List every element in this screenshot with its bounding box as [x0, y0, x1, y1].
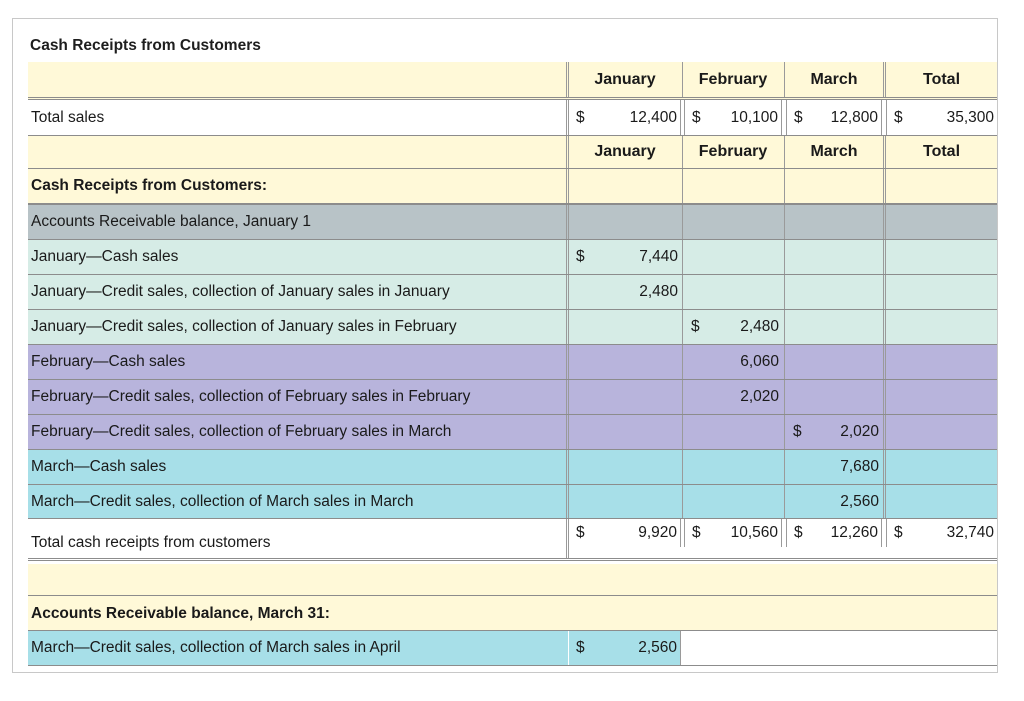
- receipt-cell-total[interactable]: [886, 205, 997, 239]
- total-sales-row: [28, 100, 997, 136]
- ar-march-31-label: March—Credit sales, collection of March sales in April: [31, 639, 401, 656]
- total-sales-february[interactable]: $ 10,100: [684, 100, 782, 135]
- receipt-cell-total[interactable]: [886, 450, 997, 484]
- receipt-cell-march[interactable]: 2,560: [840, 492, 879, 510]
- total-sales-january[interactable]: $ 12,400: [569, 100, 681, 135]
- receipt-row-label: Accounts Receivable balance, January 1: [31, 213, 312, 230]
- total-sales-total[interactable]: $ 35,300: [886, 100, 997, 135]
- receipt-cell-february[interactable]: [684, 485, 782, 518]
- receipt-cell-march[interactable]: [786, 240, 882, 274]
- receipt-cell-march[interactable]: [786, 275, 882, 309]
- receipt-cell-total[interactable]: [886, 345, 997, 379]
- col-header-march: March: [810, 70, 858, 88]
- receipt-cell-march[interactable]: [786, 205, 882, 239]
- receipt-row: [28, 309, 997, 344]
- receipt-cell-january[interactable]: [569, 205, 681, 239]
- receipt-cell-february[interactable]: [684, 205, 782, 239]
- receipt-row: [28, 449, 997, 484]
- receipt-cell-january[interactable]: $ 7,440: [576, 248, 678, 265]
- receipt-cell-january[interactable]: [569, 485, 681, 518]
- receipt-row-label: February—Credit sales, collection of February sales in February: [31, 388, 471, 405]
- receipt-cell-total[interactable]: [886, 275, 997, 309]
- receipt-cell-january[interactable]: [569, 450, 681, 484]
- receipt-row: [28, 379, 997, 414]
- receipt-cell-march[interactable]: $ 2,020: [793, 423, 879, 440]
- col-header-january: January: [594, 70, 656, 88]
- receipt-cell-total[interactable]: [886, 415, 997, 449]
- col-header-march-2: March: [810, 143, 858, 160]
- section-label: Cash Receipts from Customers:: [31, 177, 268, 194]
- receipt-cell-total[interactable]: [886, 380, 997, 414]
- receipt-row-label: March—Cash sales: [31, 458, 167, 475]
- total-receipts-february[interactable]: $ 10,560: [684, 519, 782, 547]
- receipt-cell-march[interactable]: [786, 345, 882, 379]
- total-sales-label: Total sales: [31, 108, 105, 126]
- ar-march-31-january[interactable]: $ 2,560: [569, 631, 681, 665]
- receipt-cell-february[interactable]: [684, 450, 782, 484]
- receipt-cell-total[interactable]: [886, 240, 997, 274]
- receipt-cell-january[interactable]: [569, 380, 681, 414]
- receipt-row: [28, 239, 997, 274]
- receipt-row-label: February—Credit sales, collection of February sales in March: [31, 423, 452, 440]
- panel-title: Cash Receipts from Customers: [30, 37, 261, 54]
- receipt-cell-february[interactable]: [684, 240, 782, 274]
- col-header-february-2: February: [698, 143, 768, 160]
- ar-march-31-row: [28, 631, 997, 666]
- col-header-total-2: Total: [922, 143, 961, 160]
- header-row-2: [28, 136, 997, 169]
- spacer-row: [28, 564, 997, 596]
- receipt-row: [28, 344, 997, 379]
- receipt-cell-total[interactable]: [886, 485, 997, 518]
- receipt-row: [28, 484, 997, 519]
- total-receipts-label: Total cash receipts from customers: [31, 534, 271, 551]
- total-receipts-january[interactable]: $ 9,920: [569, 519, 681, 547]
- receipt-row-label: February—Cash sales: [31, 353, 186, 370]
- receipt-cell-february[interactable]: $ 2,480: [691, 318, 779, 335]
- total-receipts-row: [28, 519, 997, 561]
- col-header-january-2: January: [594, 143, 656, 160]
- receipt-cell-february[interactable]: 2,020: [740, 388, 779, 405]
- total-receipts-total[interactable]: $ 32,740: [886, 519, 997, 547]
- receipt-cell-total[interactable]: [886, 310, 997, 344]
- receipt-row: [28, 414, 997, 449]
- receipt-row: [28, 204, 997, 239]
- receipt-cell-january[interactable]: [569, 310, 681, 344]
- col-header-february: February: [698, 70, 768, 88]
- receipt-cell-february[interactable]: [684, 275, 782, 309]
- receipt-cell-february[interactable]: [684, 415, 782, 449]
- cash-receipts-panel: [12, 18, 998, 673]
- receipt-cell-january[interactable]: 2,480: [639, 283, 678, 300]
- receipt-cell-january[interactable]: [569, 345, 681, 379]
- header-row: [28, 62, 997, 100]
- receipt-cell-march[interactable]: [786, 310, 882, 344]
- receipt-row-label: January—Credit sales, collection of January sales in February: [31, 318, 457, 335]
- col-header-total: Total: [922, 70, 961, 88]
- receipt-cell-january[interactable]: [569, 415, 681, 449]
- section-label-row: [28, 169, 997, 204]
- receipt-row-label: January—Credit sales, collection of January sales in January: [31, 283, 450, 300]
- receipt-row: [28, 274, 997, 309]
- receipt-cell-march[interactable]: 7,680: [840, 458, 879, 475]
- ar-section-label: Accounts Receivable balance, March 31:: [31, 605, 330, 622]
- receipt-cell-february[interactable]: 6,060: [740, 353, 779, 370]
- total-receipts-march[interactable]: $ 12,260: [786, 519, 882, 547]
- total-sales-march[interactable]: $ 12,800: [786, 100, 882, 135]
- ar-section-label-row: [28, 596, 997, 631]
- receipt-row-label: January—Cash sales: [31, 248, 179, 265]
- receipt-row-label: March—Credit sales, collection of March sales in March: [31, 492, 414, 510]
- receipt-cell-march[interactable]: [786, 380, 882, 414]
